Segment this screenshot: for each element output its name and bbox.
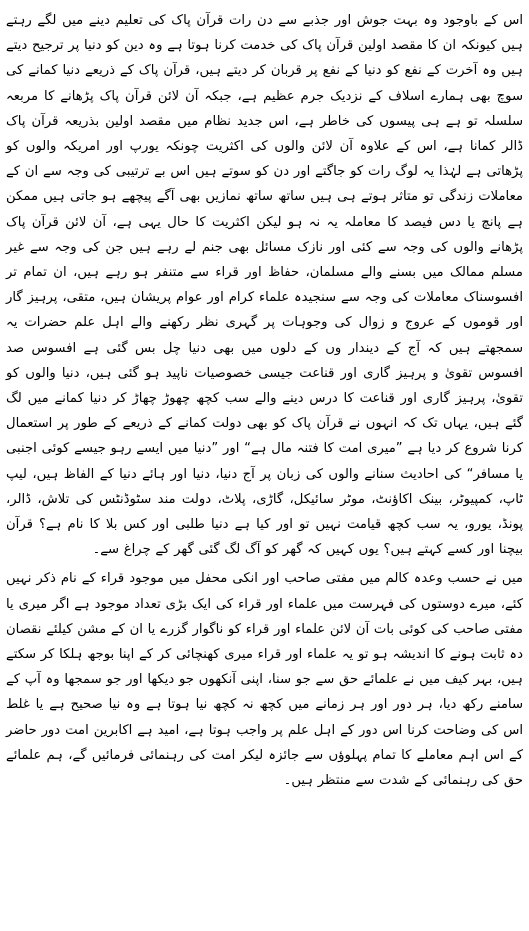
article-paragraph-2: میں نے حسب وعدہ کالم میں مفتی صاحب اور انکی محفل میں موجود قراء کے نام ذکر نہیں کئے، میرے دوستوں کی فہرست میں علماء اور قراء کی ایک بڑی تعداد موجود ہے اگر میری یا مفتی صاحب کی کوئی بات آن لائن علماء اور قراء کو ناگوار گزرے یا ان کے مشن کیلئے نقصان دہ ثابت ہونے کا اندیشہ ہو تو یہ علماء اور قراء میری کھنچائی کر کے اپنا بوجھ ہلکا کر سکتے ہیں، بہر کیف میں نے علمائے حق سے جو سنا، اپنی آنکھوں جو دیکھا اور جو سمجھا وہ آپ کے سامنے رکھ دیا، ہر دور اور ہر زمانے میں کچھ نہ کچھ نیا ہوتا ہے وہ نیا صحیح ہے یا غلط اس کی وضاحت کرنا اس دور کے اہل علم پر واجب ہوتا ہے، امید ہے اکابرین امت دور حاضر کے اس اہم معاملے کا تمام پہلوؤں سے جائزہ لیکر امت کی رہنمائی فرمائیں گے، ہم علمائے حق کی رہنمائی کے شدت سے منتظر ہیں۔ (6, 571, 523, 789)
article-paragraph-1: اس کے باوجود وہ بہت جوش اور جذبے سے دن رات قرآن پاک کی تعلیم دینے میں لگے رہتے ہیں کیونکہ ان کا مقصد اولین قرآن پاک کی خدمت کرنا ہوتا ہے وہ دین کو دنیا پر ترجیح دیتے ہیں وہ آخرت کے نفع کو دنیا کے نفع پر قربان کر دیتے ہیں، قرآن پاک کے ذریعے دنیا کمانے کی سوچ بھی ہمارے اسلاف کے نزدیک جرم عظیم ہے، جبکہ آن لائن قرآن پاک پڑھانے کا مربعہ سلسلہ تو ہے ہی پیسوں کی خاطر ہے، اس جدید نظام میں مقصد اولین بذریعہ قرآن پاک ڈالر کمانا ہے، اس کے علاوہ آن لائن والوں کی اکثریت چونکہ یورپ اور امریکہ والوں کو پڑھاتی ہے لہٰذا یہ لوگ رات کو جاگتے اور دن کو سوتے ہیں اس بے ترتیبی کی وجہ سے ان کے معاملات زندگی تو متاثر ہوتے ہی ہیں ساتھ ساتھ نمازیں بھی آگے پیچھے ہو جاتی ہیں ممکن ہے پانچ یا دس فیصد کا معاملہ یہ نہ ہو لیکن اکثریت کا حال یہی ہے، آن لائن قرآن پاک پڑھانے والوں کی وجہ سے کئی اور نازک مسائل بھی جنم لے رہے ہیں جن کی وجہ سے غیر مسلم ممالک میں بسنے والے مسلمان، حفاظ اور قراء سے متنفر ہو رہے ہیں، ان تمام تر افسوسناک معاملات کی وجہ سے سنجیدہ علماء کرام اور عوام پریشان ہیں، متقی، پرہیز گار اور قوموں کے عروج و زوال کی وجوہات پر گہری نظر رکھنے والے اہل علم حضرات یہ سمجھتے ہیں کہ آج کے دیندار وں کے دلوں میں بھی دنیا چل بس گئی ہے افسوس صد افسوس تقویٰ و پرہیز گاری اور قناعت جیسی خصوصیات ناپید ہو گئی ہیں، دنیا والوں کو تقویٰ، پرہیز گاری اور قناعت کا درس دینے والے سب کچھ چھوڑ چھاڑ کر دنیا کمانے میں لگ گئے ہیں، یہاں تک کہ انہوں نے قرآن پاک کو بھی دولت کمانے کے ذریعے کے طور پر استعمال کرنا شروع کر دیا ہے ”میری امت کا فتنہ مال ہے“ اور ”دنیا میں ایسے رہو جیسے کوئی اجنبی یا مسافر“ کی احادیث سنانے والوں کی زبان پر آج دنیا، دنیا اور ہائے دنیا کے الفاظ ہیں، لیپ ٹاپ، کمپیوٹر، بینک اکاؤنٹ، موٹر سائیکل، گاڑی، پلاٹ، دولت مند سٹوڈنٹس کی تلاش، ڈالر، پونڈ، یورو، یہ سب کچھ قیامت نہیں تو اور کیا ہے دنیا طلبی اور کس بلا کا نام ہے؟ قرآن بیچنا اور کسے کہتے ہیں؟ یوں کہیں کہ گھر کو آگ لگ گئی گھر کے چراغ سے۔ (6, 13, 523, 558)
